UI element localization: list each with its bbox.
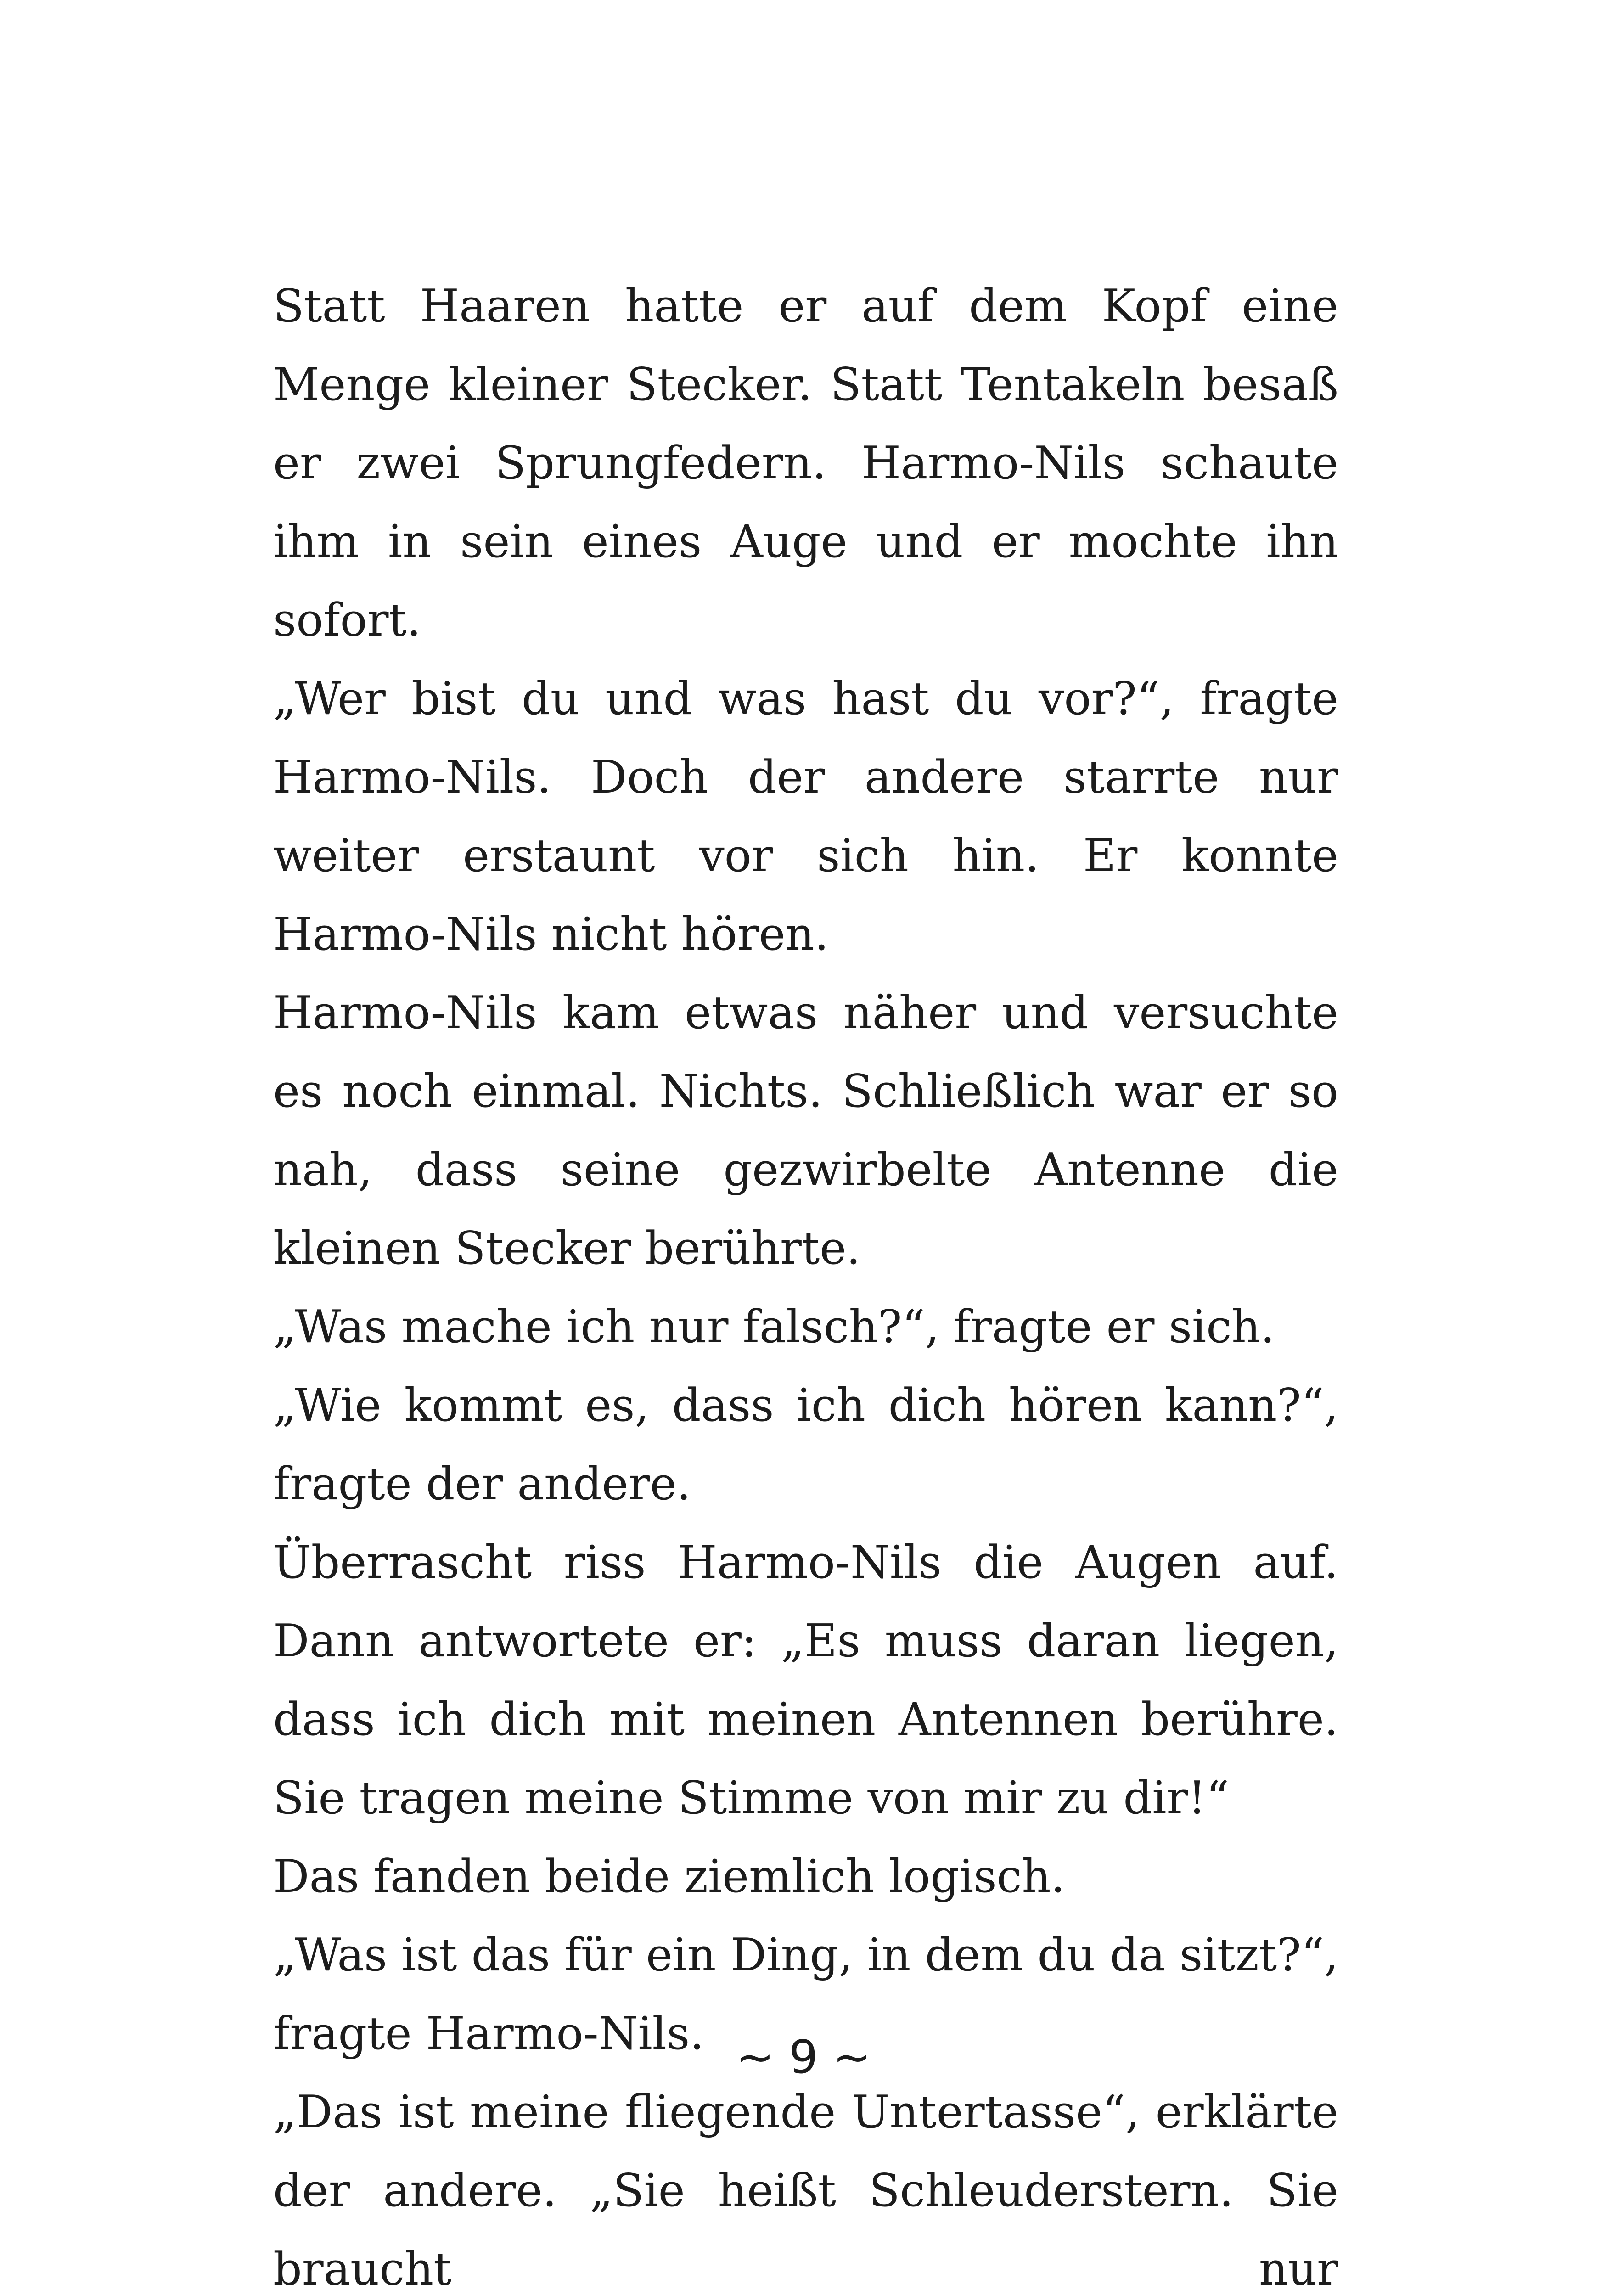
- paragraph: „Wer bist du und was hast du vor?“, fragte Harmo-Nils. Doch der andere starrte nur weiter erstaunt vor sich hin. Er konnte Harmo-Nils nicht hören.: [273, 673, 1338, 961]
- paragraph: „Was mache ich nur falsch?“, fragte er sich.: [273, 1301, 1275, 1353]
- paragraph: „Was ist das für ein Ding, in dem du da sitzt?“, fragte Harmo-Nils.: [273, 1929, 1338, 2060]
- paragraph: „Das ist meine fliegende Untertasse“, erklärte der andere. „Sie heißt Schleuderstern. Sie braucht nur: [273, 2086, 1338, 2296]
- paragraph: Harmo-Nils kam etwas näher und versuchte es noch einmal. Nichts. Schließlich war er so nah, dass seine gezwirbelte Antenne die kleinen Stecker berührte.: [273, 987, 1338, 1275]
- paragraph: „Wie kommt es, dass ich dich hören kann?“, fragte der andere.: [273, 1379, 1338, 1510]
- paragraph: Das fanden beide ziemlich logisch.: [273, 1851, 1065, 1903]
- page-number: ~ 9 ~: [736, 2030, 871, 2084]
- body-text: [273, 267, 1338, 2296]
- paragraph: Statt Haaren hatte er auf dem Kopf eine Menge kleiner Stecker. Statt Tentakeln besaß er zwei Sprungfedern. Harmo-Nils schaute ihm in sein eines Auge und er mochte ihn sofort.: [273, 280, 1338, 647]
- paragraph: Überrascht riss Harmo-Nils die Augen auf. Dann antwortete er: „Es muss daran liegen, dass ich dich mit meinen Antennen berühre. Sie tragen meine Stimme von mir zu dir!“: [273, 1536, 1338, 1824]
